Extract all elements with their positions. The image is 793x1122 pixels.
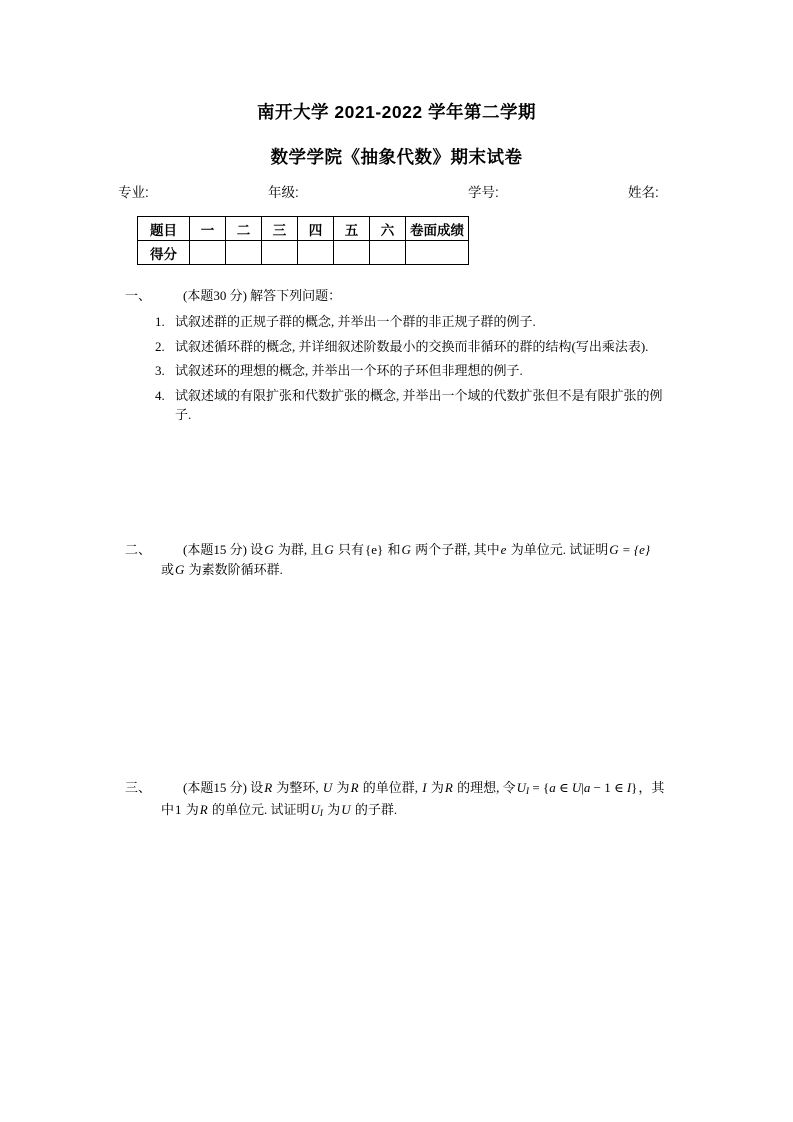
section-3-text-3: 为	[336, 780, 350, 795]
section-2-var-7: G	[175, 562, 185, 578]
section-2-points: (本题15 分)	[183, 542, 247, 557]
list-item-text: 试叙述群的正规子群的概念, 并举出一个群的非正规子群的例子.	[175, 314, 536, 330]
page-title: 南开大学 2021-2022 学年第二学期	[257, 102, 536, 122]
score-cell-5[interactable]	[334, 241, 370, 265]
score-cell-4[interactable]	[298, 241, 334, 265]
list-item-text: 试叙述域的有限扩张和代数扩张的概念, 并举出一个域的代数扩张但不是有限扩张的例子.	[175, 387, 663, 423]
score-table-col-4: 四	[298, 217, 334, 241]
grade-field-label: 年级:	[268, 185, 299, 200]
section-3-text-5: 为	[430, 780, 444, 795]
section-3-text-4: 的单位群,	[362, 780, 419, 795]
list-item-number: 3.	[155, 363, 165, 379]
score-table-col-total: 卷面成绩	[406, 217, 469, 241]
section-3-text-8: 为	[185, 801, 199, 817]
section-3-var-3: R	[350, 780, 359, 795]
section-1-heading	[125, 286, 665, 306]
score-table-col-1: 一	[190, 217, 226, 241]
section-2-text-4: 和	[387, 542, 401, 557]
page-subtitle: 数学学院《抽象代数》期末试卷	[270, 146, 523, 167]
section-3-var-6-rendered: UI = {a ∈ U|a − 1 ∈ I}	[516, 780, 638, 798]
question-section-3	[125, 778, 665, 821]
section-3-var-1: R	[264, 780, 273, 795]
section-2-var-6: G = {e}	[609, 542, 651, 557]
section-1-points: (本题30 分)	[183, 288, 247, 303]
score-table	[137, 216, 469, 265]
section-2-text-3: 只有	[337, 542, 364, 557]
section-2-var-2: G	[324, 542, 334, 557]
score-cell-6[interactable]	[370, 241, 406, 265]
score-table-row-label-questions: 题目	[138, 217, 190, 241]
section-1-item-list	[125, 312, 665, 425]
question-section-2	[125, 540, 665, 580]
section-2-text-6: 为单位元. 试证明	[510, 542, 609, 557]
score-table-col-6: 六	[370, 217, 406, 241]
section-2-marker: 二、	[125, 542, 152, 557]
score-table-col-2: 二	[226, 217, 262, 241]
section-2-text-1: 设	[250, 542, 264, 557]
section-3-var-2: U	[322, 780, 333, 795]
list-item-number: 2.	[155, 338, 165, 354]
section-3-marker: 三、	[125, 780, 152, 795]
score-cell-1[interactable]	[190, 241, 226, 265]
section-2-var-4: G	[401, 542, 411, 557]
section-3-var-7: 1	[175, 801, 182, 817]
section-2-text-8: 为素数阶循环群.	[188, 562, 283, 578]
name-field-label: 姓名:	[628, 185, 659, 200]
section-1-prompt: 解答下列问题：	[250, 288, 342, 303]
section-2-var-1: G	[264, 542, 274, 557]
section-3-text-7: ，其中	[161, 780, 665, 817]
student-info-row	[0, 181, 793, 201]
section-3-var-8: R	[199, 801, 208, 817]
list-item	[125, 312, 665, 332]
list-item-number: 1.	[155, 314, 165, 330]
list-item-number: 4.	[155, 387, 165, 403]
score-cell-2[interactable]	[226, 241, 262, 265]
title-block	[0, 100, 793, 169]
major-field-label: 专业:	[118, 185, 149, 200]
section-1-marker: 一、	[125, 288, 152, 303]
table-row-scores	[138, 241, 469, 265]
section-2-var-3: {e}	[365, 542, 384, 557]
table-row-headers	[138, 217, 469, 241]
score-table-col-5: 五	[334, 217, 370, 241]
section-2-text-2: 为群, 且	[277, 542, 324, 557]
list-item	[125, 361, 665, 381]
section-3-var-4: I	[422, 780, 427, 795]
score-cell-3[interactable]	[262, 241, 298, 265]
section-3-points: (本题15 分)	[183, 780, 247, 795]
section-2-heading	[125, 540, 665, 580]
list-item	[125, 337, 665, 357]
section-3-text-6: 的理想, 令	[457, 780, 516, 795]
section-3-heading	[125, 778, 665, 821]
list-item-text: 试叙述循环群的概念, 并详细叙述阶数最小的交换而非循环的群的结构(写出乘法表).	[175, 338, 649, 354]
section-3-text-10: 为	[327, 801, 341, 817]
section-3-var-10: U	[341, 801, 351, 817]
section-2-text-5: 两个子群, 其中	[415, 542, 500, 557]
question-section-1	[125, 286, 665, 430]
section-3-var-9-rendered: UI	[310, 801, 324, 819]
section-3-text-1: 设	[250, 780, 264, 795]
section-3-text-2: 为整环,	[276, 780, 319, 795]
student-id-field-label: 学号:	[468, 185, 499, 200]
score-cell-total[interactable]	[406, 241, 469, 265]
score-table-row-label-score: 得分	[138, 241, 190, 265]
section-3-var-5: R	[444, 780, 453, 795]
section-2-var-5: e	[500, 542, 507, 557]
section-3-text-9: 的单位元. 试证明	[211, 801, 310, 817]
list-item	[125, 386, 665, 425]
section-3-text-11: 的子群.	[354, 801, 398, 817]
section-2-text-7: 或	[161, 562, 175, 578]
score-table-col-3: 三	[262, 217, 298, 241]
list-item-text: 试叙述环的理想的概念, 并举出一个环的子环但非理想的例子.	[175, 363, 523, 379]
